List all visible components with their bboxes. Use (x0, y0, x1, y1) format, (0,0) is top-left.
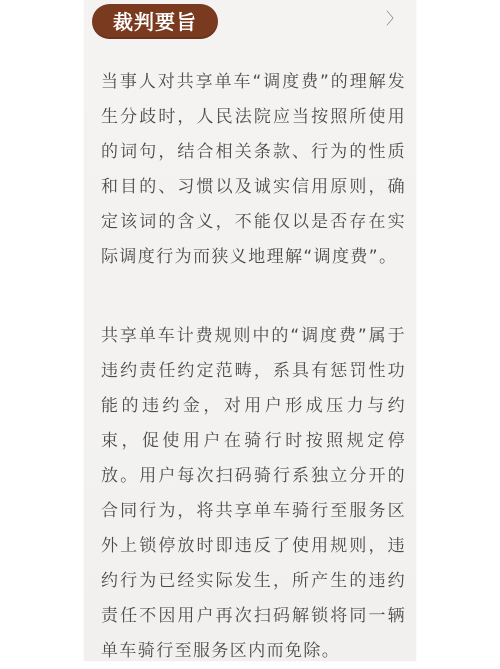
paragraph-two: 共享单车计费规则中的“调度费”属于违约责任约定范畴，系具有惩罚性功能的违约金，对用户形成压力与约束，促使用户在骑行时按照规定停放。用户每次扫码骑行系独立分开的合同行为，将共享单车骑行至服务区外上锁停放时即违反了使用规则，违约行为已经实际发生，所产生的违约责任不因用户再次扫码解锁将同一辆单车骑行至服务区内而免除。 (101, 326, 406, 661)
ruling-summary-card (84, 0, 416, 661)
section-title: 裁判要旨 (113, 9, 197, 34)
section-title-pill (92, 4, 218, 39)
chevron-right-icon[interactable]: 〉 (386, 9, 403, 28)
card-content (101, 65, 406, 669)
paragraph-gap (101, 275, 406, 319)
card-header (84, 0, 416, 44)
paragraph-one: 当事人对共享单车“调度费”的理解发生分歧时，人民法院应当按照所使用的词句，结合相关条款、行为的性质和目的、习惯以及诚实信用原则，确定该词的含义，不能仅以是否存在实际调度行为而狭义地理解“调度费”。 (101, 72, 406, 267)
